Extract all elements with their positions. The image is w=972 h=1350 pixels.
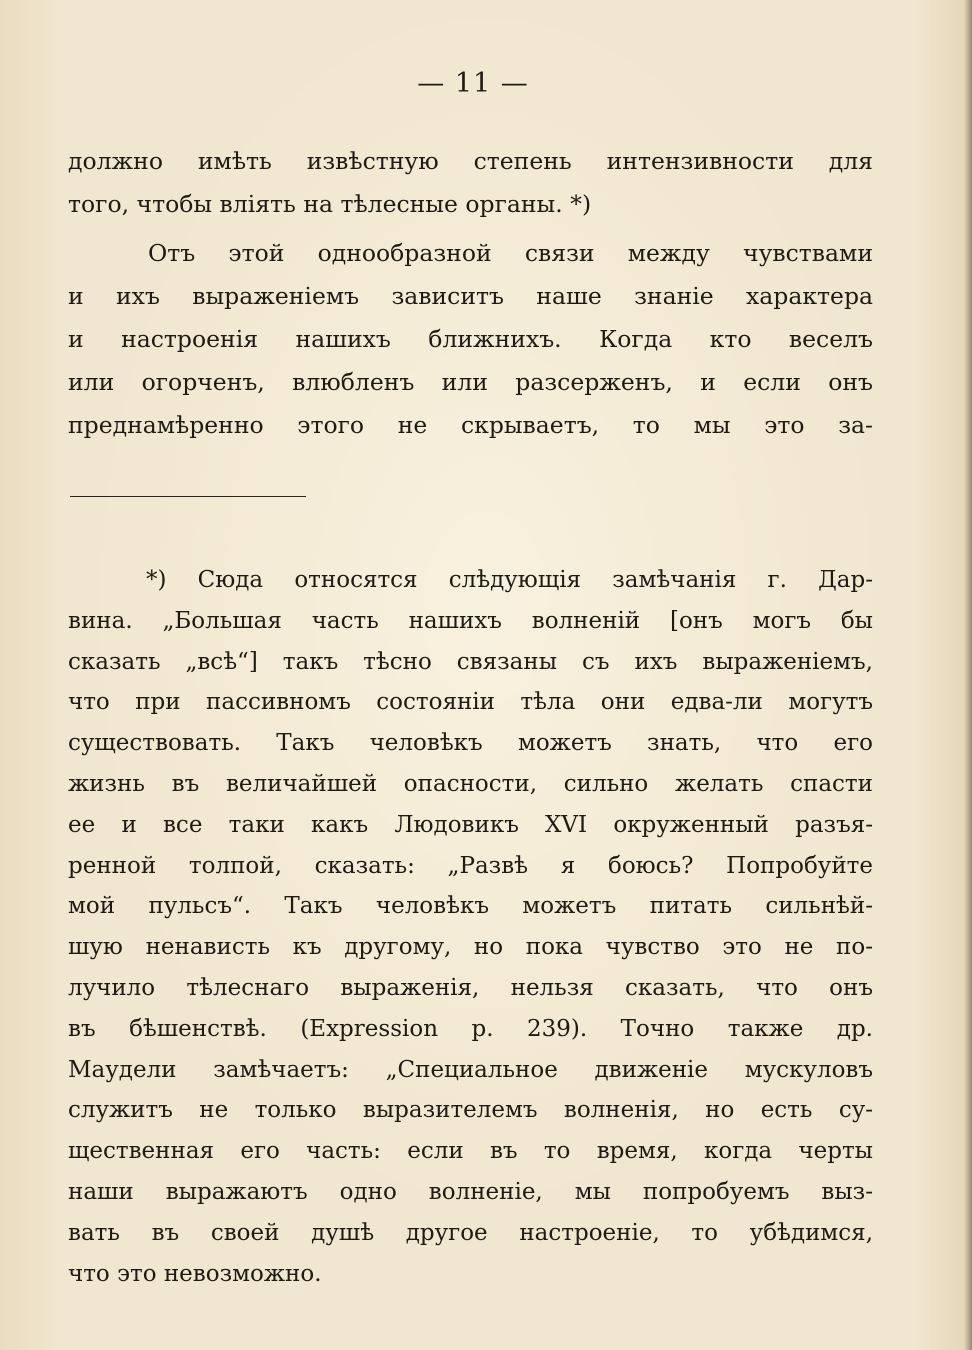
footnote-line: щественная его часть: если въ то время, когда черты — [68, 1138, 873, 1165]
footnote-line: *) Сюда относятся слѣдующiя замѣчанiя г. Дар- — [146, 567, 873, 593]
footnote-line: ренной толпой, сказать: „Развѣ я боюсь? Попробуйте — [68, 852, 873, 879]
footnote-line: наши выражаютъ одно волненiе, мы попробуемъ выз- — [68, 1178, 873, 1205]
footnote-line: жизнь въ величайшей опасности, сильно желать спасти — [68, 770, 873, 797]
footnote-line: въ бѣшенствѣ. (Expression p. 239). Точно также др. — [68, 1015, 873, 1042]
footnote-line: Маудели замѣчаетъ: „Специальное движенiе мускуловъ — [68, 1056, 873, 1083]
footnote-line: мой пульсъ“. Такъ человѣкъ можетъ питать сильнѣй- — [68, 893, 873, 920]
text-line: и ихъ выраженiемъ зависитъ наше знанiе характера — [68, 282, 873, 310]
footnote — [68, 560, 873, 1294]
footnote-line: ее и все таки какъ Людовикъ XVI окруженный разъя- — [68, 811, 873, 838]
footnote-line: шую ненависть къ другому, но пока чувство это не по- — [68, 934, 873, 961]
footnote-line: что при пассивномъ состоянiи тѣла они едва-ли могутъ — [68, 689, 873, 716]
page-number: — 11 — — [417, 68, 529, 99]
footnote-line: служитъ не только выразителемъ волненiя, но есть су- — [68, 1097, 873, 1124]
text-line: должно имѣть извѣстную степень интензивности для — [68, 147, 873, 175]
footnote-line: вина. „Большая часть нашихъ волненiй [онъ могъ бы — [68, 607, 873, 634]
main-text — [68, 140, 873, 447]
text-line: того, чтобы влiять на тѣлесные органы. *) — [68, 190, 592, 218]
footnote-line: лучило тѣлеснаго выраженiя, нельзя сказать, что онъ — [68, 974, 873, 1001]
footnote-line: существовать. Такъ человѣкъ можетъ знать, что его — [68, 730, 873, 757]
footnote-separator — [70, 496, 306, 497]
footnote-line: вать въ своей душѣ другое настроенiе, то убѣдимся, — [68, 1219, 873, 1246]
page-edge-shadow — [964, 0, 972, 1350]
footnote-line: сказать „всѣ“] такъ тѣсно связаны съ ихъ выраженiемъ, — [68, 648, 873, 675]
text-line: Отъ этой однообразной связи между чувствами — [148, 239, 873, 267]
footnote-line: что это невозможно. — [68, 1260, 322, 1287]
text-line: и настроенiя нашихъ ближнихъ. Когда кто веселъ — [68, 325, 873, 353]
text-line: или огорченъ, влюбленъ или разсерженъ, и если онъ — [68, 368, 873, 396]
text-line: преднамѣренно этого не скрываетъ, то мы это за- — [68, 411, 873, 439]
